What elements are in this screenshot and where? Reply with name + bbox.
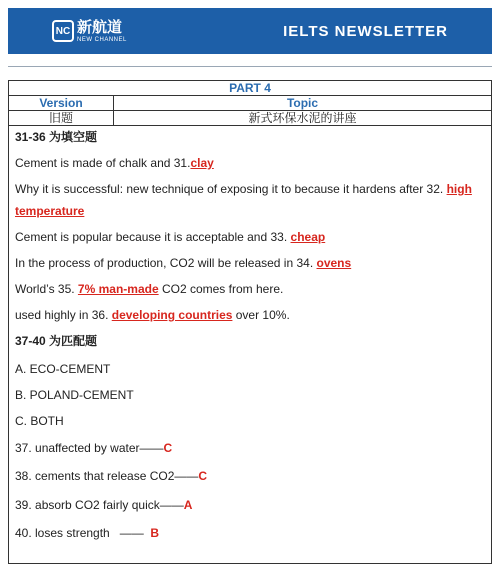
option-b: B. POLAND-CEMENT (15, 388, 134, 402)
question-32: Why it is successful: new technique of exposing it to because it hardens after 32. high (15, 182, 472, 196)
answer-31: clay (190, 156, 214, 170)
version-label: Version (9, 96, 114, 111)
part-heading: PART 4 (9, 81, 492, 96)
new-channel-logo (52, 17, 127, 43)
newsletter-header (8, 8, 492, 54)
question-38: 38. cements that release CO2——C (15, 469, 208, 483)
section-heading-fill: 31-36 为填空题 (15, 130, 98, 144)
topic-value: 新式环保水泥的讲座 (114, 111, 492, 126)
answer-39: A (183, 498, 193, 512)
question-32-continued (15, 202, 84, 220)
question-34: In the process of production, CO2 will be released in 34. ovens (15, 256, 352, 270)
answer-34: ovens (316, 256, 352, 270)
question-36: used highly in 36. developing countries over 10%. (15, 308, 290, 322)
answer-38: C (198, 469, 208, 483)
question-40: 40. loses strength —— B (15, 526, 160, 540)
logo-english-text: NEW CHANNEL (77, 36, 127, 43)
question-31: Cement is made of chalk and 31.clay (15, 156, 214, 170)
question-39: 39. absorb CO2 fairly quick——A (15, 498, 193, 512)
option-c: C. BOTH (15, 414, 64, 428)
answer-37: C (163, 441, 173, 455)
answer-content (8, 124, 492, 564)
answer-33: cheap (290, 230, 326, 244)
answer-35: 7% man-made (77, 282, 159, 296)
option-a: A. ECO-CEMENT (15, 362, 111, 376)
topic-label: Topic (114, 96, 492, 111)
version-value: 旧题 (9, 111, 114, 126)
answer-40: B (150, 526, 160, 540)
header-divider (8, 66, 492, 67)
answer-32-part2: temperature (15, 204, 85, 218)
question-37: 37. unaffected by water——C (15, 441, 173, 455)
answer-32-part1: high (446, 182, 472, 196)
answer-36: developing countries (111, 308, 233, 322)
newsletter-title: IELTS NEWSLETTER (283, 22, 448, 40)
question-35: World’s 35. 7% man-made CO2 comes from here. (15, 282, 284, 296)
logo-chinese-text: 新航道 (77, 17, 123, 36)
section-heading-matching: 37-40 为匹配题 (15, 334, 98, 348)
question-33: Cement is popular because it is acceptable and 33. cheap (15, 230, 326, 244)
meta-table (8, 80, 492, 126)
logo-mark-icon: NC (52, 20, 74, 42)
